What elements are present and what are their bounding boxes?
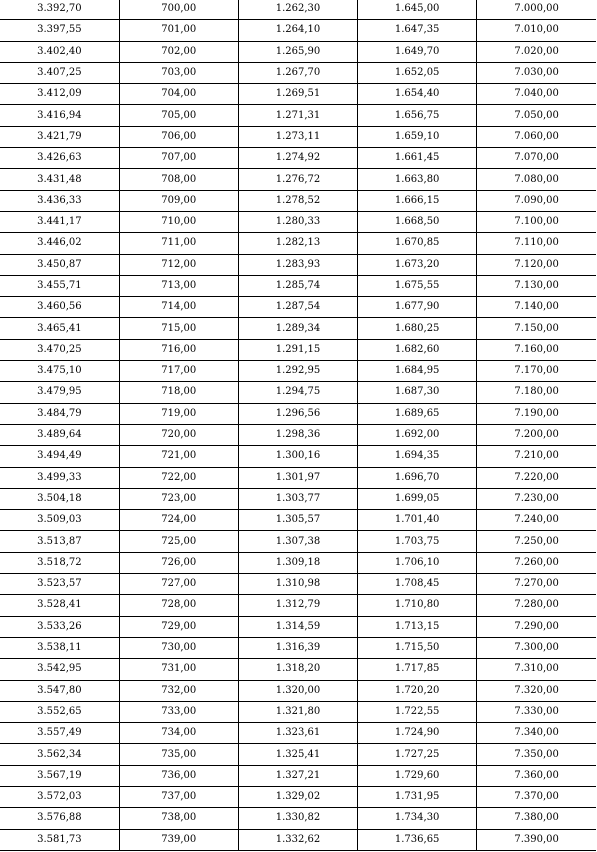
table-cell: 1.689,65 xyxy=(358,403,477,424)
table-cell: 1.271,31 xyxy=(238,105,357,126)
table-cell: 1.276,72 xyxy=(238,169,357,190)
table-cell: 1.684,95 xyxy=(358,361,477,382)
table-cell: 1.298,36 xyxy=(238,424,357,445)
table-cell: 1.734,30 xyxy=(358,808,477,829)
table-row xyxy=(0,552,596,573)
table-cell: 1.296,56 xyxy=(238,403,357,424)
table-cell: 723,00 xyxy=(119,488,238,509)
table-row xyxy=(0,41,596,62)
table-row xyxy=(0,467,596,488)
table-row xyxy=(0,169,596,190)
table-cell: 7.100,00 xyxy=(477,211,596,232)
table-cell: 1.320,00 xyxy=(238,680,357,701)
table-cell: 704,00 xyxy=(119,84,238,105)
table-cell: 7.320,00 xyxy=(477,680,596,701)
table-cell: 3.450,87 xyxy=(0,254,119,275)
table-cell: 7.380,00 xyxy=(477,808,596,829)
table-cell: 7.040,00 xyxy=(477,84,596,105)
table-cell: 1.291,15 xyxy=(238,339,357,360)
table-cell: 7.070,00 xyxy=(477,148,596,169)
table-cell: 1.321,80 xyxy=(238,701,357,722)
table-cell: 3.426,63 xyxy=(0,148,119,169)
table-cell: 7.210,00 xyxy=(477,446,596,467)
table-cell: 3.479,95 xyxy=(0,382,119,403)
table-cell: 1.701,40 xyxy=(358,510,477,531)
table-cell: 7.020,00 xyxy=(477,41,596,62)
table-cell: 7.190,00 xyxy=(477,403,596,424)
table-cell: 7.330,00 xyxy=(477,701,596,722)
table-cell: 3.392,70 xyxy=(0,0,119,20)
table-cell: 1.727,25 xyxy=(358,744,477,765)
table-cell: 7.060,00 xyxy=(477,126,596,147)
table-cell: 1.649,70 xyxy=(358,41,477,62)
table-cell: 705,00 xyxy=(119,105,238,126)
table-cell: 3.441,17 xyxy=(0,211,119,232)
table-cell: 7.310,00 xyxy=(477,659,596,680)
table-cell: 7.180,00 xyxy=(477,382,596,403)
table-cell: 734,00 xyxy=(119,723,238,744)
table-cell: 1.265,90 xyxy=(238,41,357,62)
table-cell: 3.397,55 xyxy=(0,20,119,41)
table-row xyxy=(0,105,596,126)
table-cell: 1.696,70 xyxy=(358,467,477,488)
table-cell: 1.289,34 xyxy=(238,318,357,339)
table-cell: 1.332,62 xyxy=(238,829,357,850)
table-cell: 1.687,30 xyxy=(358,382,477,403)
table-cell: 3.542,95 xyxy=(0,659,119,680)
table-cell: 712,00 xyxy=(119,254,238,275)
table-cell: 720,00 xyxy=(119,424,238,445)
table-cell: 7.090,00 xyxy=(477,190,596,211)
table-cell: 721,00 xyxy=(119,446,238,467)
table-cell: 1.736,65 xyxy=(358,829,477,850)
table-cell: 1.273,11 xyxy=(238,126,357,147)
table-cell: 3.518,72 xyxy=(0,552,119,573)
table-cell: 709,00 xyxy=(119,190,238,211)
table-cell: 3.572,03 xyxy=(0,786,119,807)
table-cell: 1.292,95 xyxy=(238,361,357,382)
table-cell: 7.130,00 xyxy=(477,275,596,296)
table-cell: 729,00 xyxy=(119,616,238,637)
table-row xyxy=(0,20,596,41)
table-cell: 7.220,00 xyxy=(477,467,596,488)
table-row xyxy=(0,808,596,829)
table-cell: 716,00 xyxy=(119,339,238,360)
table-cell: 1.663,80 xyxy=(358,169,477,190)
table-cell: 7.030,00 xyxy=(477,62,596,83)
table-cell: 1.694,35 xyxy=(358,446,477,467)
table-cell: 7.250,00 xyxy=(477,531,596,552)
table-cell: 710,00 xyxy=(119,211,238,232)
table-cell: 7.000,00 xyxy=(477,0,596,20)
table-cell: 1.307,38 xyxy=(238,531,357,552)
table-cell: 702,00 xyxy=(119,41,238,62)
table-cell: 7.120,00 xyxy=(477,254,596,275)
table-row xyxy=(0,510,596,531)
table-cell: 713,00 xyxy=(119,275,238,296)
table-cell: 728,00 xyxy=(119,595,238,616)
table-cell: 703,00 xyxy=(119,62,238,83)
table-cell: 3.494,49 xyxy=(0,446,119,467)
table-cell: 7.200,00 xyxy=(477,424,596,445)
table-cell: 3.431,48 xyxy=(0,169,119,190)
table-row xyxy=(0,403,596,424)
table-cell: 3.470,25 xyxy=(0,339,119,360)
table-cell: 1.692,00 xyxy=(358,424,477,445)
table-row xyxy=(0,84,596,105)
table-cell: 3.504,18 xyxy=(0,488,119,509)
table-cell: 7.390,00 xyxy=(477,829,596,850)
table-row xyxy=(0,126,596,147)
table-cell: 1.673,20 xyxy=(358,254,477,275)
table-cell: 7.340,00 xyxy=(477,723,596,744)
table-cell: 1.680,25 xyxy=(358,318,477,339)
table-cell: 3.576,88 xyxy=(0,808,119,829)
table-cell: 736,00 xyxy=(119,765,238,786)
table-cell: 1.278,52 xyxy=(238,190,357,211)
table-cell: 726,00 xyxy=(119,552,238,573)
table-cell: 3.523,57 xyxy=(0,574,119,595)
table-cell: 1.708,45 xyxy=(358,574,477,595)
table-cell: 7.290,00 xyxy=(477,616,596,637)
table-cell: 7.170,00 xyxy=(477,361,596,382)
table-cell: 3.475,10 xyxy=(0,361,119,382)
table-cell: 1.287,54 xyxy=(238,297,357,318)
table-cell: 3.455,71 xyxy=(0,275,119,296)
table-cell: 1.710,80 xyxy=(358,595,477,616)
table-cell: 3.489,64 xyxy=(0,424,119,445)
table-cell: 711,00 xyxy=(119,233,238,254)
table-row xyxy=(0,318,596,339)
table-cell: 7.360,00 xyxy=(477,765,596,786)
table-cell: 707,00 xyxy=(119,148,238,169)
table-cell: 731,00 xyxy=(119,659,238,680)
table-cell: 1.652,05 xyxy=(358,62,477,83)
table-cell: 1.666,15 xyxy=(358,190,477,211)
table-cell: 733,00 xyxy=(119,701,238,722)
table-cell: 1.318,20 xyxy=(238,659,357,680)
table-cell: 1.706,10 xyxy=(358,552,477,573)
table-cell: 1.323,61 xyxy=(238,723,357,744)
table-cell: 739,00 xyxy=(119,829,238,850)
table-row xyxy=(0,616,596,637)
table-cell: 3.499,33 xyxy=(0,467,119,488)
table-cell: 3.581,73 xyxy=(0,829,119,850)
table-cell: 1.310,98 xyxy=(238,574,357,595)
table-cell: 727,00 xyxy=(119,574,238,595)
table-cell: 1.675,55 xyxy=(358,275,477,296)
table-cell: 3.436,33 xyxy=(0,190,119,211)
table-cell: 1.316,39 xyxy=(238,637,357,658)
table-cell: 1.659,10 xyxy=(358,126,477,147)
table-cell: 3.412,09 xyxy=(0,84,119,105)
table-cell: 738,00 xyxy=(119,808,238,829)
table-row xyxy=(0,0,596,20)
table-cell: 730,00 xyxy=(119,637,238,658)
table-cell: 1.703,75 xyxy=(358,531,477,552)
table-cell: 7.280,00 xyxy=(477,595,596,616)
table-cell: 3.552,65 xyxy=(0,701,119,722)
table-cell: 3.513,87 xyxy=(0,531,119,552)
table-cell: 1.283,93 xyxy=(238,254,357,275)
table-cell: 737,00 xyxy=(119,786,238,807)
table-cell: 1.312,79 xyxy=(238,595,357,616)
table-row xyxy=(0,531,596,552)
table-cell: 7.260,00 xyxy=(477,552,596,573)
table-cell: 1.731,95 xyxy=(358,786,477,807)
table-cell: 7.160,00 xyxy=(477,339,596,360)
table-cell: 3.567,19 xyxy=(0,765,119,786)
table-cell: 7.270,00 xyxy=(477,574,596,595)
table-cell: 1.670,85 xyxy=(358,233,477,254)
table-cell: 708,00 xyxy=(119,169,238,190)
table-cell: 3.421,79 xyxy=(0,126,119,147)
table-cell: 1.301,97 xyxy=(238,467,357,488)
table-cell: 3.416,94 xyxy=(0,105,119,126)
table-cell: 7.110,00 xyxy=(477,233,596,254)
table-cell: 1.720,20 xyxy=(358,680,477,701)
table-cell: 1.715,50 xyxy=(358,637,477,658)
table-row xyxy=(0,574,596,595)
table-cell: 1.661,45 xyxy=(358,148,477,169)
table-cell: 3.402,40 xyxy=(0,41,119,62)
table-cell: 7.150,00 xyxy=(477,318,596,339)
table-row xyxy=(0,148,596,169)
table-row xyxy=(0,382,596,403)
table-cell: 1.724,90 xyxy=(358,723,477,744)
table-cell: 735,00 xyxy=(119,744,238,765)
table-cell: 3.509,03 xyxy=(0,510,119,531)
table-cell: 7.240,00 xyxy=(477,510,596,531)
table-cell: 7.010,00 xyxy=(477,20,596,41)
table-cell: 3.460,56 xyxy=(0,297,119,318)
table-cell: 3.538,11 xyxy=(0,637,119,658)
table-row xyxy=(0,595,596,616)
table-cell: 706,00 xyxy=(119,126,238,147)
table-cell: 7.050,00 xyxy=(477,105,596,126)
table-cell: 7.370,00 xyxy=(477,786,596,807)
table-cell: 1.682,60 xyxy=(358,339,477,360)
table-cell: 1.280,33 xyxy=(238,211,357,232)
table-cell: 719,00 xyxy=(119,403,238,424)
table-cell: 1.329,02 xyxy=(238,786,357,807)
table-cell: 1.303,77 xyxy=(238,488,357,509)
table-cell: 1.309,18 xyxy=(238,552,357,573)
table-cell: 3.528,41 xyxy=(0,595,119,616)
table-row xyxy=(0,659,596,680)
table-cell: 1.285,74 xyxy=(238,275,357,296)
table-cell: 1.330,82 xyxy=(238,808,357,829)
table-row xyxy=(0,233,596,254)
table-cell: 1.325,41 xyxy=(238,744,357,765)
table-cell: 7.300,00 xyxy=(477,637,596,658)
table-row xyxy=(0,680,596,701)
table-row xyxy=(0,424,596,445)
table-cell: 3.547,80 xyxy=(0,680,119,701)
table-row xyxy=(0,829,596,850)
table-cell: 1.327,21 xyxy=(238,765,357,786)
table-cell: 725,00 xyxy=(119,531,238,552)
table-cell: 714,00 xyxy=(119,297,238,318)
table-row xyxy=(0,254,596,275)
table-row xyxy=(0,786,596,807)
table-cell: 3.446,02 xyxy=(0,233,119,254)
table-row xyxy=(0,361,596,382)
table-cell: 1.267,70 xyxy=(238,62,357,83)
table-row xyxy=(0,297,596,318)
table-cell: 1.713,15 xyxy=(358,616,477,637)
table-cell: 7.140,00 xyxy=(477,297,596,318)
table-cell: 718,00 xyxy=(119,382,238,403)
table-cell: 3.562,34 xyxy=(0,744,119,765)
table-cell: 1.305,57 xyxy=(238,510,357,531)
table-cell: 3.557,49 xyxy=(0,723,119,744)
table-row xyxy=(0,723,596,744)
table-cell: 722,00 xyxy=(119,467,238,488)
table-cell: 1.314,59 xyxy=(238,616,357,637)
table-cell: 1.729,60 xyxy=(358,765,477,786)
table-cell: 732,00 xyxy=(119,680,238,701)
table-cell: 1.677,90 xyxy=(358,297,477,318)
table-cell: 724,00 xyxy=(119,510,238,531)
table-cell: 1.717,85 xyxy=(358,659,477,680)
table-cell: 7.080,00 xyxy=(477,169,596,190)
table-cell: 1.282,13 xyxy=(238,233,357,254)
table-row xyxy=(0,765,596,786)
table-row xyxy=(0,446,596,467)
table-cell: 717,00 xyxy=(119,361,238,382)
table-cell: 701,00 xyxy=(119,20,238,41)
table-cell: 7.350,00 xyxy=(477,744,596,765)
table-cell: 1.699,05 xyxy=(358,488,477,509)
table-cell: 715,00 xyxy=(119,318,238,339)
table-cell: 1.269,51 xyxy=(238,84,357,105)
table-cell: 1.264,10 xyxy=(238,20,357,41)
table-cell: 1.294,75 xyxy=(238,382,357,403)
table-cell: 1.656,75 xyxy=(358,105,477,126)
table-row xyxy=(0,488,596,509)
table-row xyxy=(0,637,596,658)
table-row xyxy=(0,701,596,722)
table-row xyxy=(0,62,596,83)
table-cell: 3.465,41 xyxy=(0,318,119,339)
table-cell: 1.668,50 xyxy=(358,211,477,232)
table-cell: 3.484,79 xyxy=(0,403,119,424)
table-cell: 1.274,92 xyxy=(238,148,357,169)
table-row xyxy=(0,339,596,360)
table-cell: 1.647,35 xyxy=(358,20,477,41)
table-cell: 1.262,30 xyxy=(238,0,357,20)
table-row xyxy=(0,744,596,765)
table-cell: 3.533,26 xyxy=(0,616,119,637)
table-cell: 1.645,00 xyxy=(358,0,477,20)
table-row xyxy=(0,275,596,296)
table-cell: 7.230,00 xyxy=(477,488,596,509)
table-cell: 1.300,16 xyxy=(238,446,357,467)
table-cell: 700,00 xyxy=(119,0,238,20)
table-cell: 1.722,55 xyxy=(358,701,477,722)
table-cell: 3.407,25 xyxy=(0,62,119,83)
table-row xyxy=(0,190,596,211)
table-row xyxy=(0,211,596,232)
table-cell: 1.654,40 xyxy=(358,84,477,105)
